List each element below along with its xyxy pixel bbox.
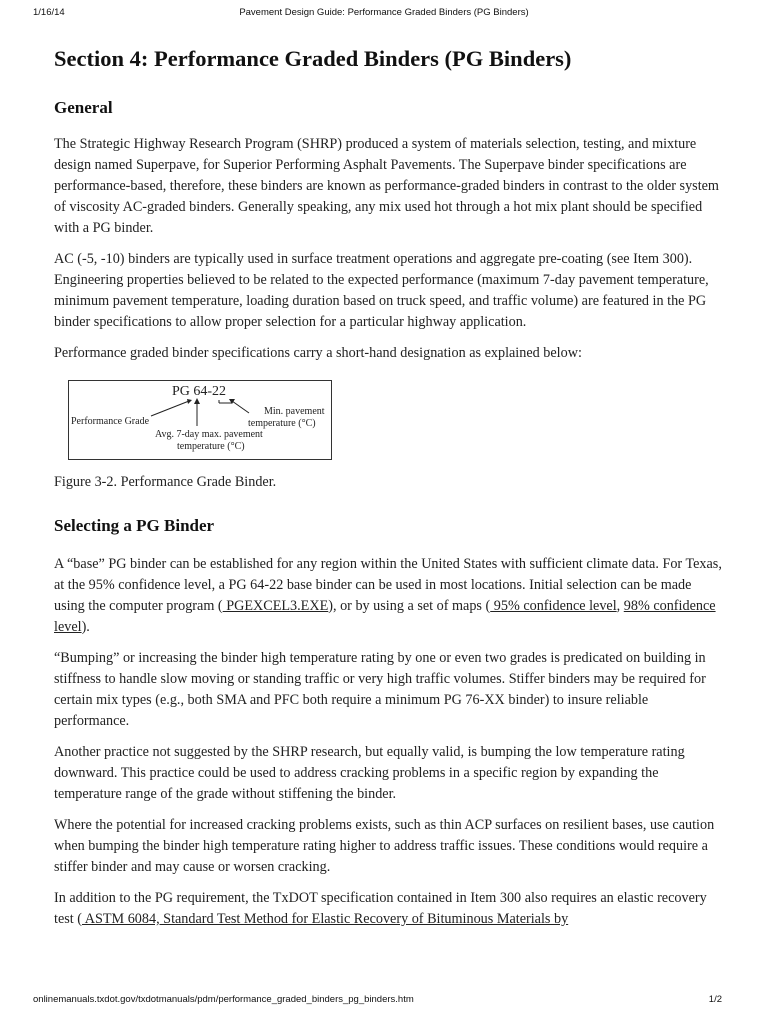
pg-binder-figure xyxy=(68,380,332,460)
figure-label-avg-1: Avg. 7-day max. pavement xyxy=(155,429,263,440)
figure-label-grade: Performance Grade xyxy=(71,416,150,427)
figure-label-min-1: Min. pavement xyxy=(264,406,325,417)
page-title: Section 4: Performance Graded Binders (PG Binders) xyxy=(54,46,572,71)
paragraph-designation: Performance graded binder specifications carry a short-hand designation as explained below: xyxy=(54,345,582,361)
arrow-line-min xyxy=(232,401,249,413)
base-binder-text-a: A “base” PG binder can be established for any region within the United States with sufficient climate data. For Texas, at the 95% confidence level, a PG 64-22 base binder can be used in most locations. Initial selection can be made using the computer program ( xyxy=(54,556,722,614)
print-header-title: Pavement Design Guide: Performance Graded Binders (PG Binders) xyxy=(239,7,529,18)
figure-label-min-2: temperature (°C) xyxy=(248,418,316,429)
article-content xyxy=(54,44,724,930)
elastic-recovery-text: In addition to the PG requirement, the TxDOT specification contained in Item 300 also requires an elastic recovery test ( xyxy=(54,890,707,927)
figure-label-avg-2: temperature (°C) xyxy=(177,441,245,452)
paragraph-elastic-recovery xyxy=(54,888,724,930)
figure-caption: Figure 3-2. Performance Grade Binder. xyxy=(54,474,277,490)
base-binder-text-c: , xyxy=(616,598,624,614)
map-95-link[interactable]: 95% confidence level xyxy=(490,598,617,614)
paragraph-cracking: Where the potential for increased cracking problems exists, such as thin ACP surfaces on resilient bases, use caution when bumping the binder high temperature rating higher to address traffic issues. These conditions would require a stiffer binder and may cause or worsen cracking. xyxy=(54,817,715,875)
pgexcel-link[interactable]: PGEXCEL3.EXE xyxy=(222,598,329,614)
paragraph-base-binder xyxy=(54,554,724,638)
base-binder-text-b: ), or by using a set of maps ( xyxy=(328,598,491,614)
selecting-heading: Selecting a PG Binder xyxy=(54,516,215,535)
figure-designation: PG 64-22 xyxy=(172,384,227,399)
paragraph-low-temp: Another practice not suggested by the SHRP research, but equally valid, is bumping the low temperature rating downward. This practice could be used to address cracking problems in a specific region by expanding the temperature range of the grade without stiffening the binder. xyxy=(54,744,685,802)
map-98-link[interactable]: 98% confidence level xyxy=(54,598,716,635)
print-page-number: 1/2 xyxy=(708,994,722,1005)
arrow-line-grade xyxy=(151,401,189,416)
paragraph-bumping: “Bumping” or increasing the binder high temperature rating by one or even two grades is predicated on building in stiffness to handle slow moving or standing traffic or very high traffic volumes. Stiffer binders may be required for certain mix types (e.g., both SMA and PFC both require a minimum PG 76-XX binder) to insure reliable performance. xyxy=(54,650,706,729)
general-heading: General xyxy=(54,98,113,117)
paragraph-shrp: The Strategic Highway Research Program (SHRP) produced a system of materials selection, testing, and mixture design named Superpave, for Superior Performing Asphalt Pavements. The Superpave binder specifications are performance-based, therefore, these binders are known as performance-graded binders in contrast to the older system of viscosity AC-graded binders. Generally speaking, any mix used hot through a hot mix plant should be specified with a PG binder. xyxy=(54,136,719,236)
base-binder-text-d: ). xyxy=(81,619,90,635)
print-footer-url: onlinemanuals.txdot.gov/txdotmanuals/pdm/performance_graded_binders_pg_binders.htm xyxy=(33,994,414,1005)
paragraph-ac-binders: AC (-5, -10) binders are typically used in surface treatment operations and aggregate pre-coating (see Item 300). Engineering properties believed to be related to the expected performance (maximum 7-day pavement temperature, minimum pavement temperature, loading duration based on truck speed, and traffic volume) are featured in the PG binder specifications to allow proper selection for a particular highway application. xyxy=(54,251,709,330)
astm-link[interactable]: ASTM 6084, Standard Test Method for Elastic Recovery of Bituminous Materials by xyxy=(81,911,569,927)
print-date: 1/16/14 xyxy=(33,7,65,18)
